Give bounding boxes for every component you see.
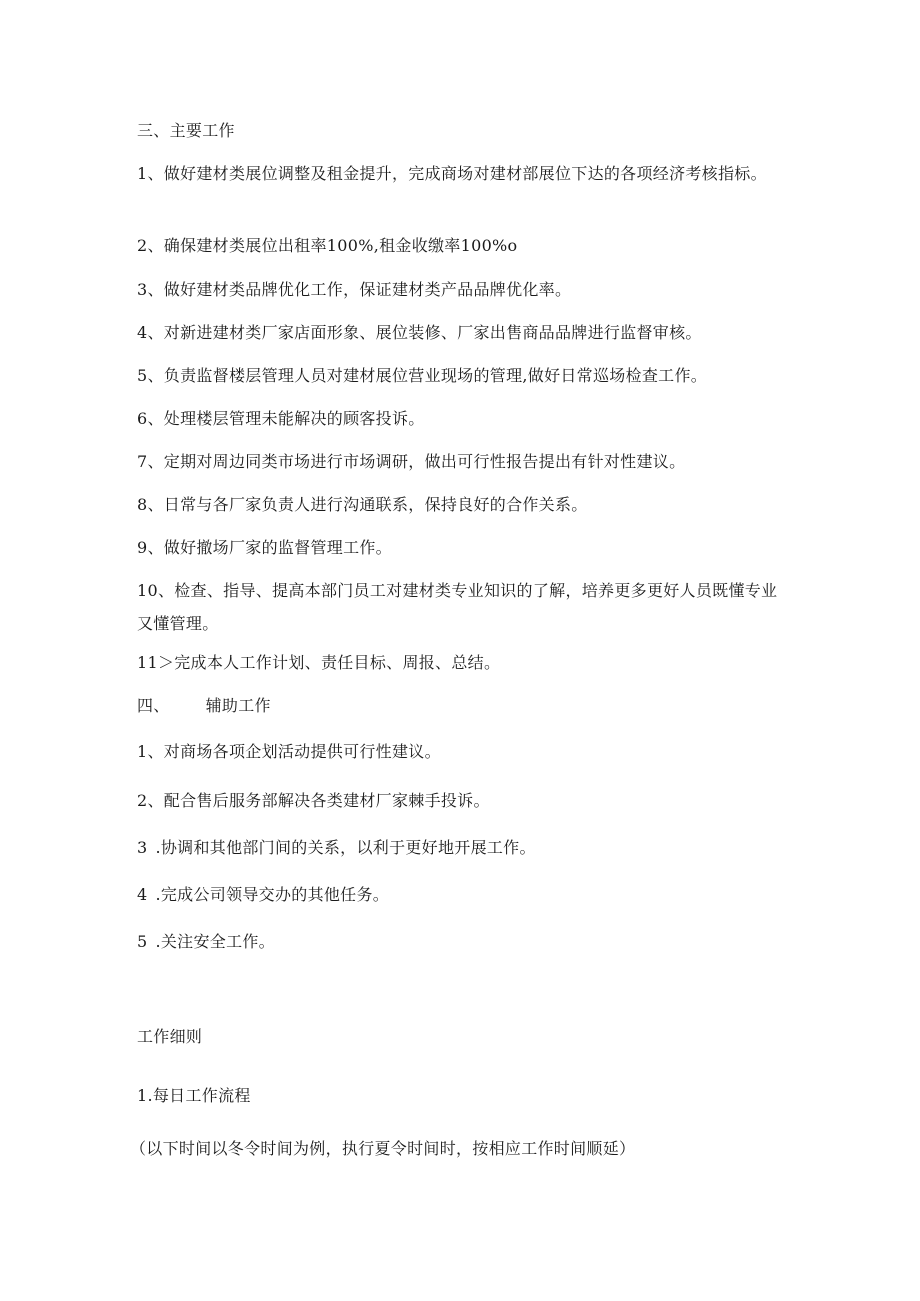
list-item-text: .协调和其他部门间的关系，以利于更好地开展工作。	[155, 838, 536, 857]
list-item: 1、做好建材类展位调整及租金提升，完成商场对建材部展位下达的各项经济考核指标。	[137, 164, 767, 183]
list-item: 2、配合售后服务部解决各类建材厂家棘手投诉。	[137, 791, 490, 810]
list-item: 10、检查、指导、提高本部门员工对建材类专业知识的了解，培养更多更好人员既懂专业又懂管理。	[137, 581, 778, 633]
list-item-text: .完成公司领导交办的其他任务。	[155, 885, 390, 904]
list-item	[137, 878, 787, 911]
list-item-number: 4	[137, 885, 148, 904]
list-item: 5、负责监督楼层管理人员对建材展位营业现场的管理,做好日常巡场检查工作。	[137, 366, 708, 385]
list-item: 2、确保建材类展位出租率100%,租金收缴率100%o	[137, 236, 518, 255]
section-heading-number: 四、	[137, 696, 170, 715]
list-item: 11＞完成本人工作计划、责任目标、周报、总结。	[137, 653, 501, 672]
list-item	[137, 831, 787, 864]
note-paragraph: （以下时间以冬令时间为例，执行夏令时间时，按相应工作时间顺延）	[130, 1139, 636, 1158]
list-item-number: 3	[137, 838, 148, 857]
list-item: 6、处理楼层管理未能解决的顾客投诉。	[137, 409, 425, 428]
list-item: 8、日常与各厂家负责人进行沟通联系，保持良好的合作关系。	[137, 495, 588, 514]
list-item: 3、做好建材类品牌优化工作，保证建材类产品品牌优化率。	[137, 280, 572, 299]
list-item-number: 5	[137, 932, 148, 951]
section-heading-text: 辅助工作	[205, 696, 271, 715]
section-heading-work-rules: 工作细则	[137, 1027, 203, 1046]
subheading-daily-workflow: 1.每日工作流程	[137, 1086, 251, 1105]
list-item-text: .关注安全工作。	[155, 932, 275, 951]
section-heading-main-work: 三、主要工作	[137, 121, 235, 140]
list-item	[137, 925, 787, 958]
list-item: 4、对新进建材类厂家店面形象、展位装修、厂家出售商品品牌进行监督审核。	[137, 323, 702, 342]
list-item: 9、做好撤场厂家的监督管理工作。	[137, 538, 392, 557]
list-item: 7、定期对周边同类市场进行市场调研，做出可行性报告提出有针对性建议。	[137, 452, 686, 471]
section-heading-auxiliary-work	[137, 689, 787, 722]
list-item: 1、对商场各项企划活动提供可行性建议。	[137, 742, 441, 761]
